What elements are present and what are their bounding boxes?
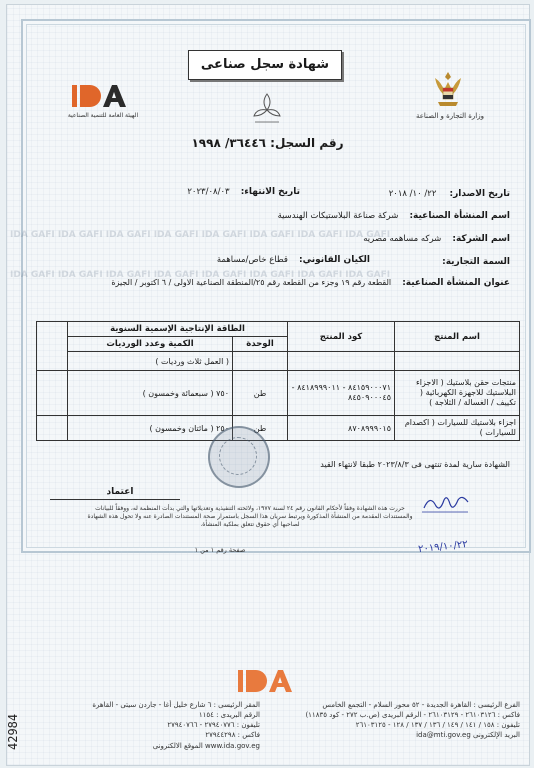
- ida-subtitle: الهيئة العامة للتنمية الصناعية: [67, 112, 139, 119]
- company-label: اسم الشركة:: [452, 234, 510, 244]
- issue-date-value: ٢٢/ ١٠/ ٢٠١٨: [388, 189, 437, 199]
- empty-column: [37, 322, 68, 371]
- unit-header: الوحدة: [233, 337, 288, 352]
- address-row: [40, 270, 510, 289]
- registration-number: رقم السجل: ٣٦٤٤٦/ ١٩٩٨: [191, 136, 344, 150]
- product-name-cell: منتجات حقن بلاستيك ( الاجزاء البلاستيك للاجهزة الكهربائية ( تكييف / الغسالة / الثلاجة ): [395, 371, 520, 416]
- expiry-date-value: ٢٠٢٣/٠٨/٠٣: [187, 187, 230, 197]
- company-row: [300, 226, 510, 245]
- address-value: القطعة رقم ١٩ وجزء من القطعة رقم ٢٥/المنطقة الصناعية الاولى / ٦ اكتوبر / الجيزة: [111, 278, 392, 287]
- products-table: [36, 321, 520, 441]
- facility-label: اسم المنشأة الصناعية:: [409, 211, 510, 221]
- side-serial-number: 42984: [6, 713, 20, 750]
- unit-cell: طن: [233, 371, 288, 416]
- approval-label: اعتماد: [106, 487, 134, 497]
- ornament-icon: [252, 92, 282, 126]
- issue-date-row: [360, 181, 510, 200]
- facility-value: شركة صناعة البلاستيكات الهندسية: [277, 211, 399, 221]
- egypt-eagle-emblem-icon: [432, 70, 464, 108]
- table-cell: [37, 416, 68, 441]
- footer-email: البريد الإلكترونى ida@mti.gov.eg: [416, 731, 520, 740]
- ida-logo-icon: [70, 82, 132, 110]
- signature-date: ٢٠١٩/١٠/٢٢: [417, 539, 469, 556]
- certificate-title: شهادة سجل صناعى: [188, 50, 342, 80]
- product-name-cell: اجزاء بلاستيك للسيارات ( اكصدام للسيارات ): [395, 416, 520, 441]
- table-row: [37, 371, 520, 416]
- footer-ida-logo-icon: [236, 666, 298, 696]
- table-header-row: [37, 322, 520, 337]
- security-watermark: IDA GAFI IDA GAFI IDA GAFI IDA GAFI IDA GAFI IDA GAFI IDA GAFI IDA GAFI: [10, 270, 391, 280]
- validity-text: الشهادة سارية لمدة تنتهى فى ٢٠٢٣/٨/٣ طبقا لانتهاء القيد: [320, 460, 510, 469]
- footer-branch-line: تليفون : ١٥٨ / ١٤١ / ١٤٩ / ١٣٦ / ١٣٧ / ١٢٨ - ٢٦١٠٣١٢٥: [355, 721, 520, 730]
- product-code-header: كود المنتج: [288, 322, 395, 352]
- trade-name-label: السمة التجارية:: [442, 257, 510, 267]
- signature-icon: [420, 490, 474, 516]
- footer-hq-line: تليفون : ٢٧٩٤٠٧٧٦ - ٢٧٩٤٠٧٦٦: [167, 721, 260, 730]
- quantity-cell: ٢٥٠ ( مائتان وخمسون ): [68, 416, 233, 441]
- footer-branch-address: [270, 700, 520, 741]
- product-code-cell: ٨٧٠٨٩٩٩٠١٥: [288, 416, 395, 441]
- product-code-cell: ٨٤١٥٩٠٠٠٧١ - ٨٤١٨٩٩٩٠١١ - ٨٤٥٠٩٠٠٠٤٥: [288, 371, 395, 416]
- table-cell: [37, 371, 68, 416]
- approval-line: [50, 499, 180, 500]
- address-label: عنوان المنشأة الصناعية:: [402, 278, 510, 288]
- product-name-header: اسم المنتج: [395, 322, 520, 352]
- table-cell: [395, 352, 520, 371]
- table-cell: [233, 352, 288, 371]
- quantity-cell: ٧٥٠ ( سبعمائة وخمسون ): [68, 371, 233, 416]
- ministry-name: وزارة التجارة و الصناعة: [415, 112, 485, 120]
- footer-website: www.ida.gov.eg الموقع الالكترونى: [152, 741, 260, 750]
- expiry-date-row: [150, 179, 300, 198]
- legal-entity-value: قطاع خاص/مساهمة: [216, 255, 288, 265]
- quantity-header: الكمية وعدد الورديات: [68, 337, 233, 352]
- security-watermark: IDA GAFI IDA GAFI IDA GAFI IDA GAFI IDA GAFI IDA GAFI IDA GAFI IDA GAFI: [10, 230, 391, 240]
- issue-date-label: تاريخ الاصدار:: [449, 189, 510, 199]
- company-value: شركه مساهمه مصريه: [363, 234, 442, 244]
- footer-hq-line: الرقم البريدى : ١١٥٤: [198, 711, 260, 720]
- legal-entity-label: الكيان القانوني:: [299, 255, 370, 265]
- shifts-row: [37, 352, 520, 371]
- trade-name-row: [400, 249, 510, 268]
- official-stamp: [208, 426, 270, 488]
- table-cell: [288, 352, 395, 371]
- footer-branch-line: الفرع الرئيسى : القاهرة الجديدة - ٥٢ محور السلام - التجمع الخامس: [322, 701, 520, 709]
- footer-hq-line: المقر الرئيسى : ٦ شارع خليل أغا - جاردن سيتى - القاهرة: [92, 701, 260, 709]
- footer-hq-line: فاكس : ٢٧٩٤٤٢٩٨: [205, 731, 260, 740]
- facility-row: [240, 203, 510, 222]
- expiry-date-label: تاريخ الانتهاء:: [240, 187, 300, 197]
- shifts-note: ( العمل ثلاث ورديات ): [68, 352, 233, 371]
- footer-hq-address: [40, 700, 260, 751]
- table-row: [37, 416, 520, 441]
- page-indicator: صفحة رقم ١ من ١: [194, 546, 246, 554]
- legal-notice: حررت هذه الشهادة وفقاً لأحكام القانون رقم ٢٤ لسنة ١٩٧٧، ولائحته التنفيذية وتعديلاتها والتي بدأت المنظمة له، ووفقاً للبيانات والمستندات المقدمة من المنشأة المذكورة ويرتبط سريان هذا السجل باستمرار صحة المستندات الصادرة عنه ولا تحول هذه الشهادة لصاحبها أي حقوق تتعلق بملكية المنشأة.: [87, 505, 413, 529]
- unit-cell: طن: [233, 416, 288, 441]
- legal-entity-row: [200, 247, 370, 266]
- footer-branch-line: فاكس : ٢٦١٠٣١٢٦ - ٢٦١٠٣١٢٩ - الرقم البريدى (ص.ب ٢٧٢ - كود ١١٨٣٥): [305, 711, 520, 720]
- capacity-header: الطاقة الإنتاجية الإسمية السنوية: [68, 322, 288, 337]
